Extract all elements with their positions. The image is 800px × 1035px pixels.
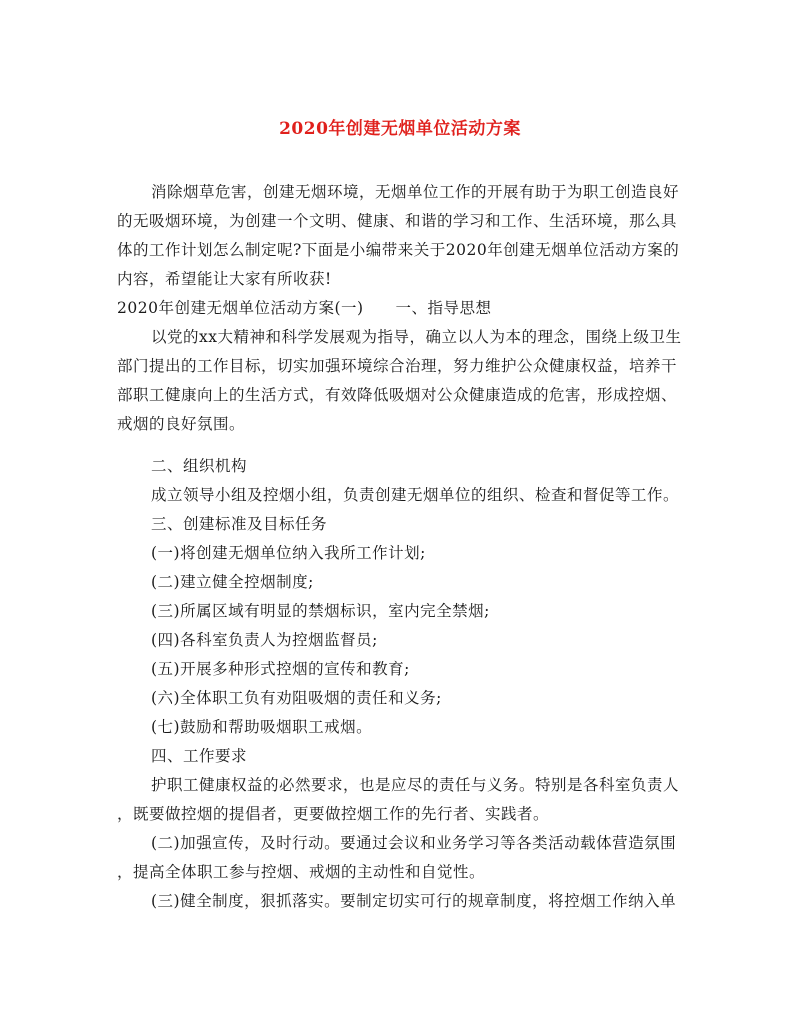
list-item: (二)建立健全控烟制度; — [151, 573, 314, 591]
section-heading: 四、工作要求 — [151, 747, 248, 765]
list-item: (一)将创建无烟单位纳入我所工作计划; — [151, 544, 426, 562]
list-item: (七)鼓励和帮助吸烟职工戒烟。 — [151, 718, 373, 736]
paragraph-line: 护职工健康权益的必然要求，也是应尽的责任与义务。特别是各科室负责人 — [151, 776, 680, 794]
paragraph-line: ，提高全体职工参与控烟、戒烟的主动性和自觉性。 — [117, 863, 486, 881]
paragraph-line: 内容，希望能让大家有所收获! — [117, 270, 332, 288]
list-item: (五)开展多种形式控烟的宣传和教育; — [151, 660, 410, 678]
list-item: (四)各科室负责人为控烟监督员; — [151, 631, 378, 649]
paragraph-line: 的无吸烟环境，为创建一个文明、健康、和谐的学习和工作、生活环境，那么具 — [117, 212, 678, 230]
section-heading: 二、组织机构 — [151, 457, 248, 475]
paragraph-line: 部职工健康向上的生活方式，有效降低吸烟对公众健康造成的危害，形成控烟、 — [117, 386, 678, 404]
paragraph-line: 消除烟草危害，创建无烟环境，无烟单位工作的开展有助于为职工创造良好 — [151, 183, 680, 201]
section-heading-line: 2020年创建无烟单位活动方案(一) 一、指导思想 — [117, 299, 492, 317]
paragraph-line: 戒烟的良好氛围。 — [117, 415, 246, 433]
section-heading: 三、创建标准及目标任务 — [151, 515, 328, 533]
list-item: (六)全体职工负有劝阻吸烟的责任和义务; — [151, 689, 442, 707]
paragraph-line: (三)健全制度，狠抓落实。要制定切实可行的规章制度，将控烟工作纳入单 — [151, 892, 677, 910]
document-title: 2020年创建无烟单位活动方案 — [279, 119, 521, 139]
paragraph-line: 部门提出的工作目标，切实加强环境综合治理，努力维护公众健康权益，培养干 — [117, 357, 678, 375]
list-item: (三)所属区域有明显的禁烟标识，室内完全禁烟; — [151, 602, 490, 620]
paragraph-line: 体的工作计划怎么制定呢?下面是小编带来关于2020年创建无烟单位活动方案的 — [117, 241, 680, 259]
paragraph-line: 以党的xx大精神和科学发展观为指导，确立以人为本的理念，围绕上级卫生 — [151, 328, 682, 346]
paragraph-line: (二)加强宣传，及时行动。要通过会议和业务学习等各类活动载体营造氛围 — [151, 834, 677, 852]
paragraph-line: ，既要做控烟的提倡者，更要做控烟工作的先行者、实践者。 — [117, 805, 550, 823]
paragraph-line: 成立领导小组及控烟小组，负责创建无烟单位的组织、检查和督促等工作。 — [151, 486, 680, 504]
